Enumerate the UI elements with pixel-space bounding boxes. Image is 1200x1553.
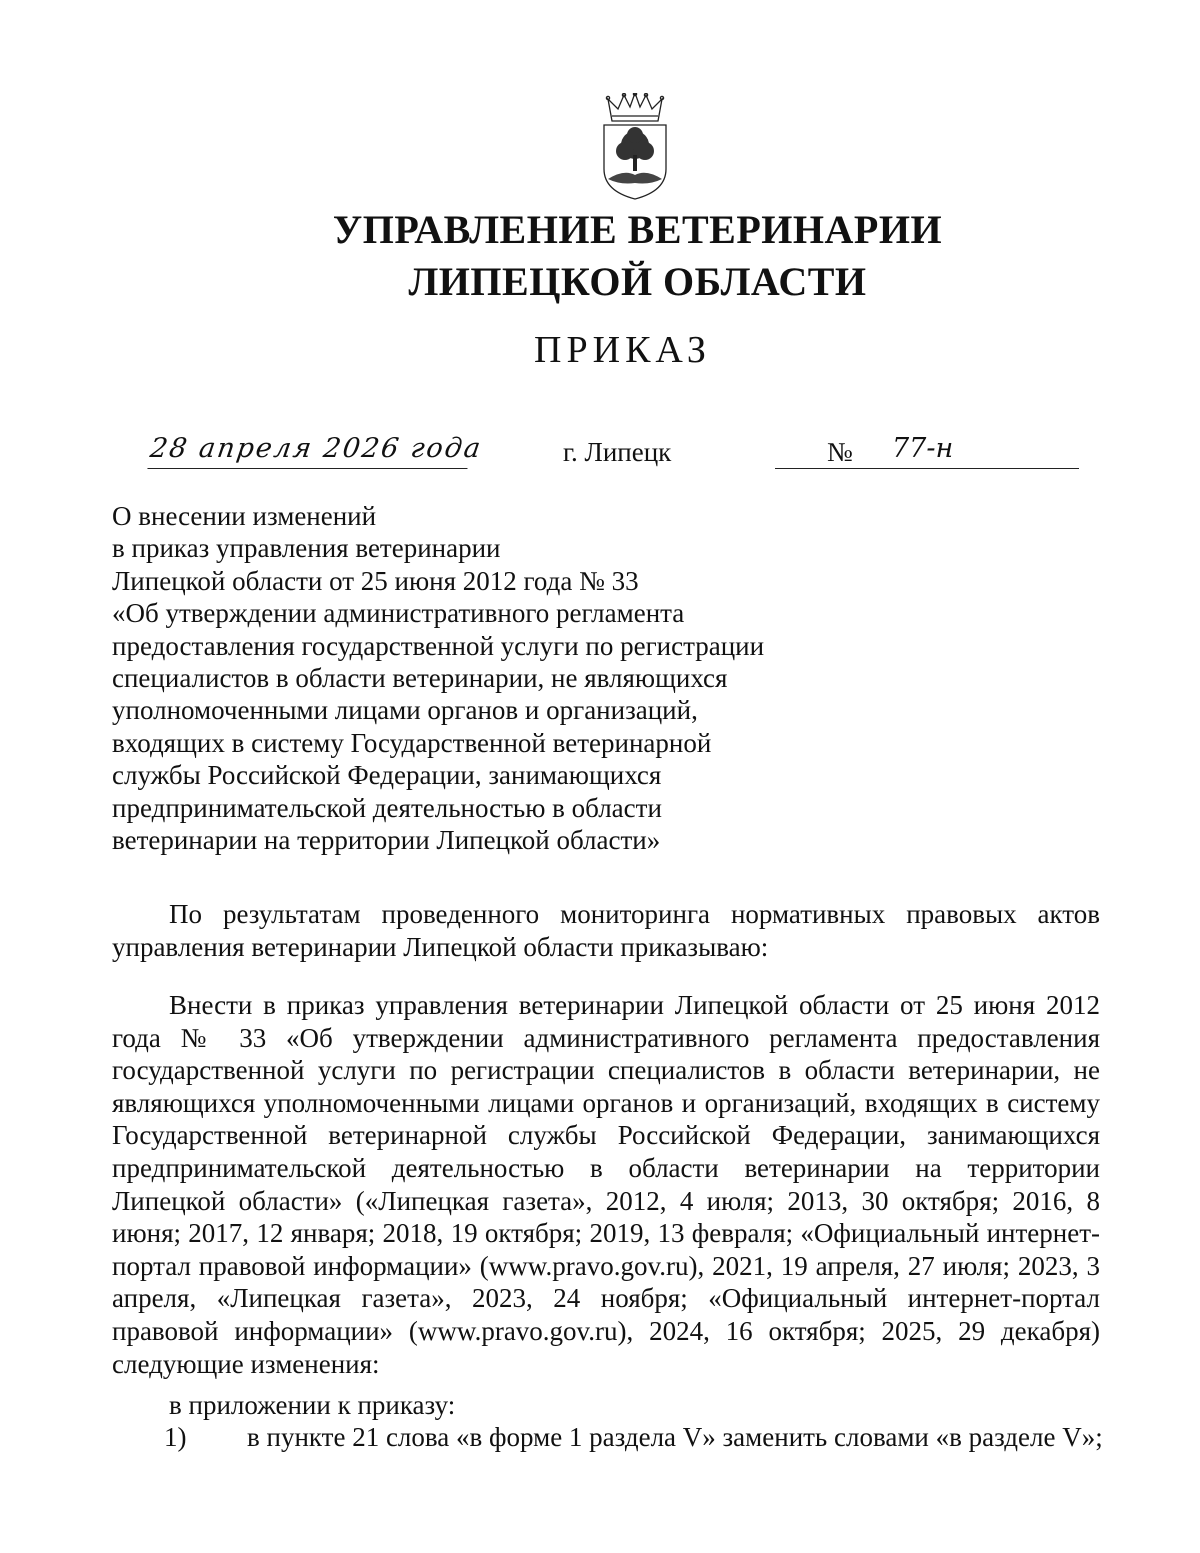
subject-line: службы Российской Федерации, занимающихся	[112, 760, 662, 791]
subject-line: «Об утверждении административного регламента	[112, 598, 685, 629]
organization-title-line2: ЛИПЕЦКОЙ ОБЛАСТИ	[408, 259, 867, 304]
document-number-handwritten: 77-н	[892, 433, 954, 464]
coat-of-arms-icon	[594, 93, 676, 201]
organization-title	[0, 204, 1200, 308]
document-type: ПРИКАЗ	[534, 329, 711, 371]
organization-title-line1: УПРАВЛЕНИЕ ВЕТЕРИНАРИИ	[332, 207, 943, 252]
subject-line: предпринимательской деятельностью в области	[112, 792, 662, 823]
document-subject	[112, 500, 812, 856]
subject-line: специалистов в области ветеринарии, не являющихся	[112, 663, 728, 694]
appendix-intro: в приложении к приказу:	[169, 1390, 456, 1420]
list-item-number: 1)	[164, 1422, 187, 1452]
subject-line: предоставления государственной услуги по регистрации	[112, 630, 765, 661]
subject-line: Липецкой области от 25 июня 2012 года № 33	[112, 565, 639, 596]
document-number-field	[775, 432, 1079, 469]
number-sign: №	[827, 437, 853, 467]
city-label: г. Липецк	[563, 437, 672, 467]
date-handwritten: 28 апреля 2026 года	[147, 432, 472, 469]
subject-line: в приказ управления ветеринарии	[112, 533, 501, 564]
main-paragraph: Внести в приказ управления ветеринарии Липецкой области от 25 июня 2012 года № 33 «Об утверждении административного регламента предоставления государственной услуги по регистрации специалистов в области ветеринарии, не являющихся уполномоченными лицами органов и организаций, входящих в систему Государственной ветеринарной службы Российской Федерации, занимающихся предпринимательской деятельностью в области ветеринарии на территории Липецкой области» («Липецкая газета», 2012, 4 июля; 2013, 30 октября; 2016, 8 июня; 2017, 12 января; 2018, 19 октября; 2019, 13 февраля; «Официальный интернет-портал правовой информации» (www.pravo.gov.ru), 2021, 19 апреля, 27 июля; 2023, 3 апреля, «Липецкая газета», 2023, 24 ноября; «Официальный интернет-портал правовой информации» (www.pravo.gov.ru), 2024, 16 октября; 2025, 29 декабря) следующие изменения:	[112, 990, 1100, 1379]
preamble-paragraph: По результатам проведенного мониторинга нормативных правовых актов управления ветеринарии Липецкой области приказываю:	[112, 899, 1100, 962]
subject-line: ветеринарии на территории Липецкой области»	[112, 825, 661, 856]
subject-line: уполномоченными лицами органов и организаций,	[112, 695, 698, 726]
list-item-text: в пункте 21 слова «в форме 1 раздела V» заменить словами «в разделе V»;	[247, 1422, 1103, 1452]
subject-line: О внесении изменений	[112, 501, 377, 531]
subject-line: входящих в систему Государственной ветеринарной	[112, 727, 712, 758]
